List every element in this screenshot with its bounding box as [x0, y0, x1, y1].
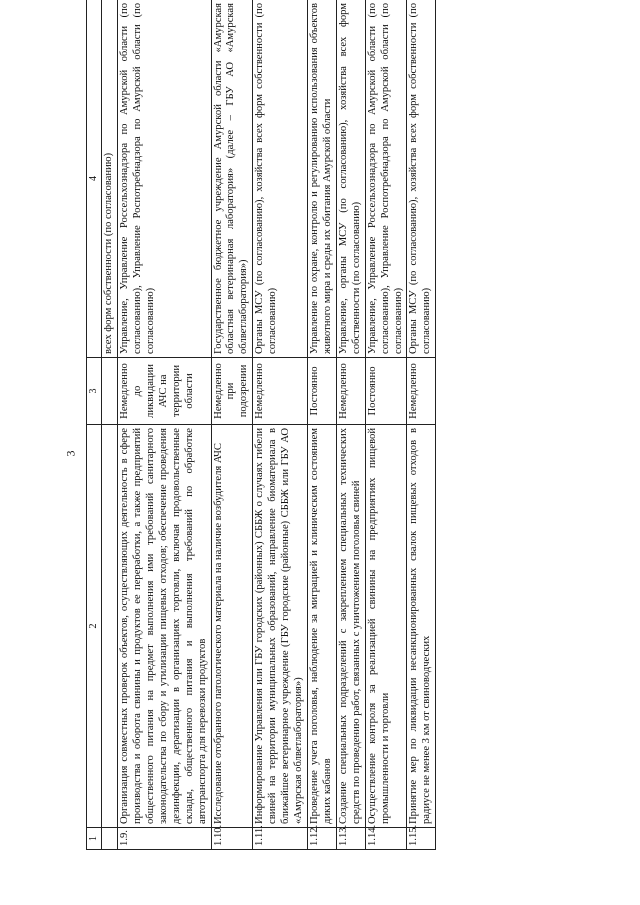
row-number: 1.10.	[211, 828, 253, 850]
header-col-4: 4	[87, 0, 102, 358]
header-col-2: 2	[87, 425, 102, 828]
row-executor: Органы МСУ (по согласованию), хозяйства всех форм собственности (по согласованию)	[253, 0, 308, 358]
row-executor: Управление по охране, контролю и регулированию использования объектов животного мира и среды их обитания Амурской области	[308, 0, 337, 358]
row-executor: всех форм собственности (по согласованию)	[102, 0, 118, 358]
row-executor: Органы МСУ (по согласованию), хозяйства всех форм собственности (по согласованию)	[407, 0, 436, 358]
table-row	[308, 0, 337, 850]
row-number: 1.15.	[407, 828, 436, 850]
row-executor: Управление, органы МСУ (по согласованию), хозяйства всех форм собственности (по согласованию)	[336, 0, 365, 358]
page-number: 3	[63, 450, 78, 457]
table-row	[365, 0, 407, 850]
row-number	[102, 828, 118, 850]
row-term: Немедленно	[253, 358, 308, 425]
table-row	[336, 0, 365, 850]
row-term: Немедленно до ликвидации АЧС на территории области	[118, 358, 211, 425]
table-row	[211, 0, 253, 850]
row-executor: Управление, Управление Россельхознадзора по Амурской области (по согласованию), Управление Роспотребнадзора по Амурской области (по согласованию)	[365, 0, 407, 358]
table-row	[102, 0, 118, 850]
row-executor: Государственное бюджетное учреждение Амурской области «Амурская областная ветеринарная лаборатория» (далее – ГБУ АО «Амурская облветлаборатория»)	[211, 0, 253, 358]
row-term: Немедленно	[336, 358, 365, 425]
header-col-1: 1	[87, 828, 102, 850]
row-number: 1.13.	[336, 828, 365, 850]
row-number: 1.11.	[253, 828, 308, 850]
table-row	[118, 0, 211, 850]
header-row	[87, 0, 102, 850]
row-measure	[102, 425, 118, 828]
table-row	[407, 0, 436, 850]
row-number: 1.12.	[308, 828, 337, 850]
measures-table	[86, 0, 436, 850]
row-number: 1.14.	[365, 828, 407, 850]
row-term: Немедленно	[407, 358, 436, 425]
row-term: Постоянно	[308, 358, 337, 425]
row-measure: Принятие мер по ликвидации несанкционированных свалок пищевых отходов в радиусе не менее 3 км от свиноводческих	[407, 425, 436, 828]
rotated-table-wrapper	[86, 0, 546, 850]
table-row	[253, 0, 308, 850]
row-term	[102, 358, 118, 425]
row-measure: Исследование отобранного патологического материала на наличие возбудителя АЧС	[211, 425, 253, 828]
row-executor: Управление, Управление Россельхознадзора по Амурской области (по согласованию), Управление Роспотребнадзора по Амурской области (по согласованию)	[118, 0, 211, 358]
row-measure: Проведение учета поголовья, наблюдение за миграцией и клиническим состоянием диких кабанов	[308, 425, 337, 828]
row-term: Постоянно	[365, 358, 407, 425]
row-measure: Информирование Управления или ГБУ городских (районных) СББЖ о случаях гибели свиней на территории муниципальных образований, направление биоматериала в ближайшее ветеринарное учреждение (ГБУ городские (районные) СББЖ или ГБУ АО «Амурская облветлаборатория»)	[253, 425, 308, 828]
row-number: 1.9.	[118, 828, 211, 850]
header-col-3: 3	[87, 358, 102, 425]
row-measure: Создание специальных подразделений с закреплением специальных технических средств по проведению работ, связанных с уничтожением поголовья свиней	[336, 425, 365, 828]
row-measure: Осуществление контроля за реализацией свинины на предприятиях пищевой промышленности и торговли	[365, 425, 407, 828]
row-term: Немедленно при подозрении	[211, 358, 253, 425]
row-measure: Организация совместных проверок объектов, осуществляющих деятельность в сфере производства и оборота свинины и продуктов ее переработки, а также предприятий общественного питания на предмет выполнения ими требований санитарного законодательства по сбору и утилизации пищевых отходов; обеспечение проведения дезинфекции, дератизации в организациях торговли, включая продовольственные склады, общественного питания и выполнения требований по обработке автотранспорта для перевозки продуктов	[118, 425, 211, 828]
